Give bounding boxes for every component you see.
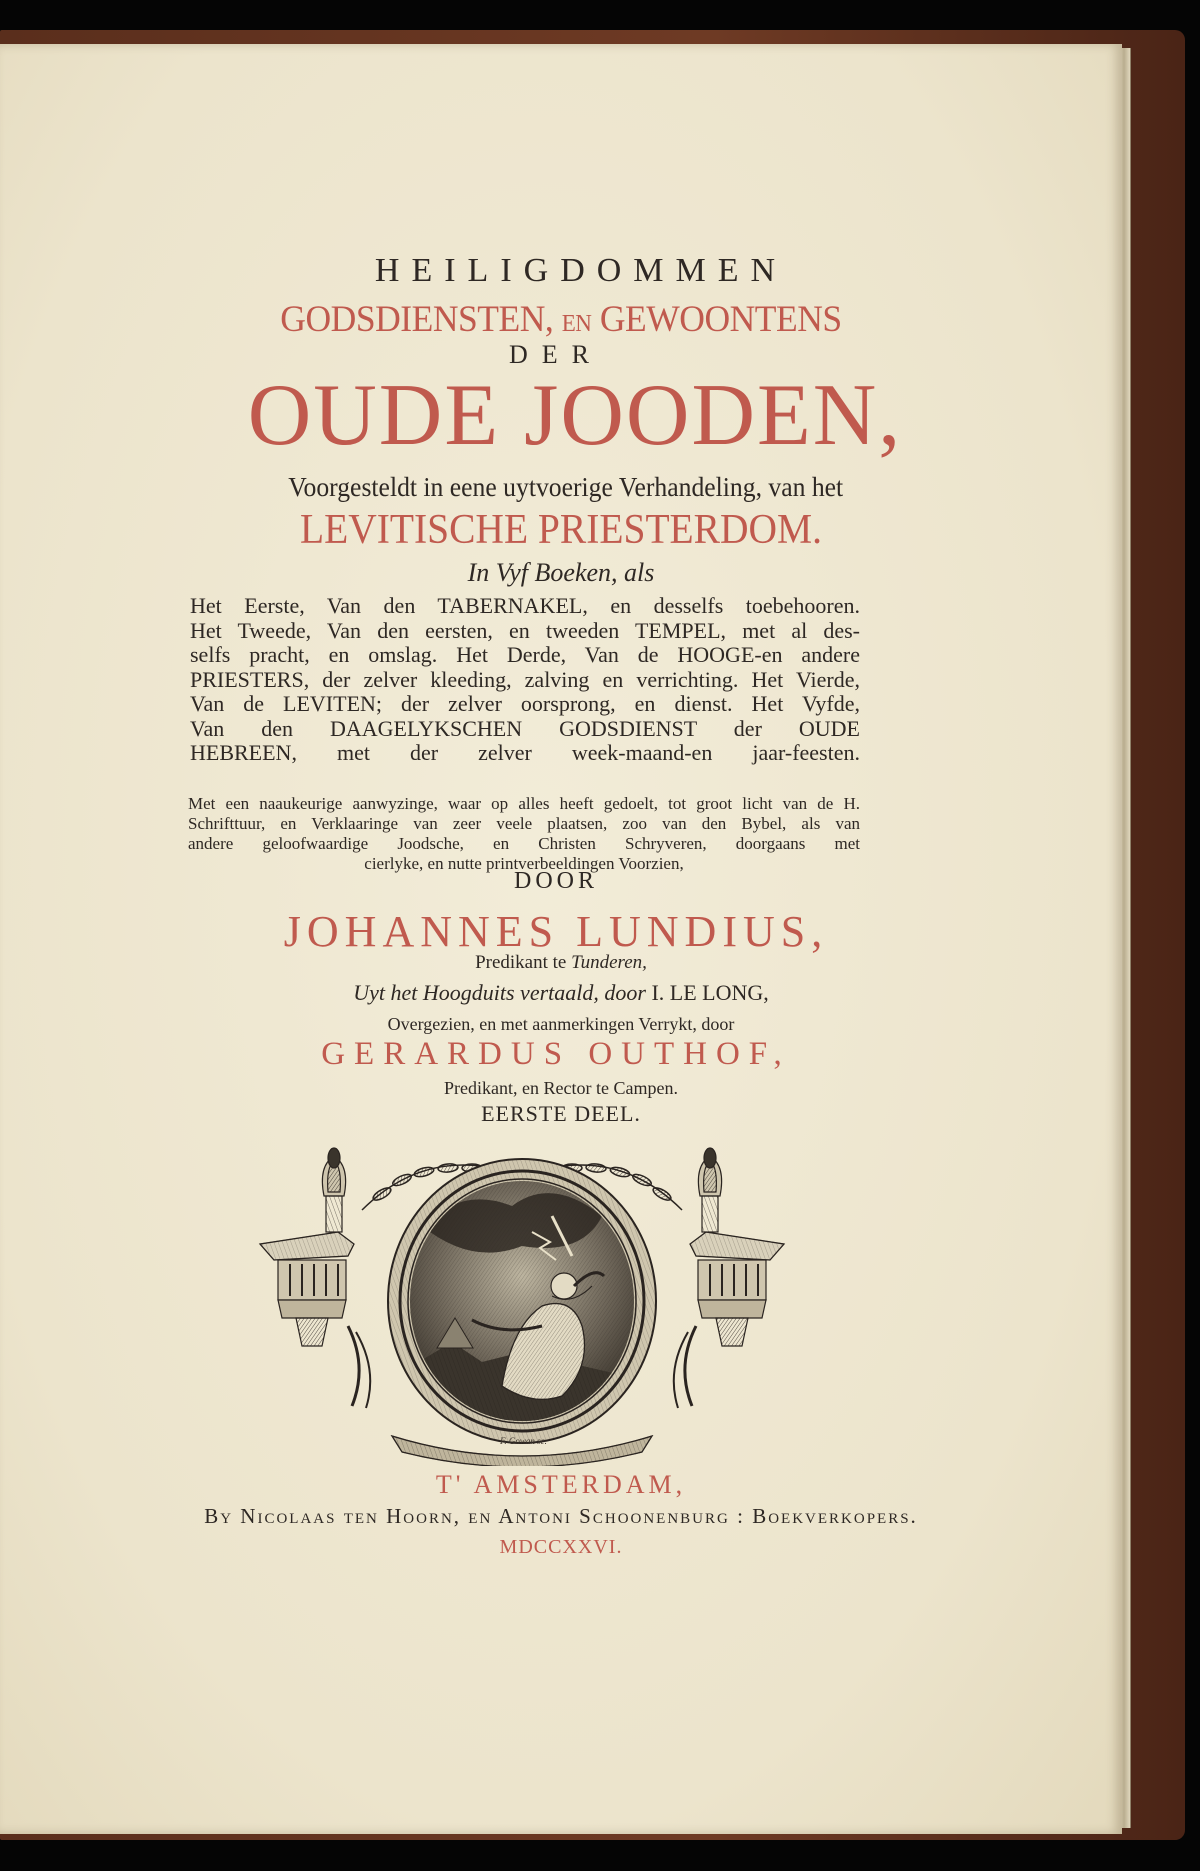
title-line-1: HEILIGDOMMEN bbox=[374, 252, 788, 289]
place-of-publication: T' AMSTERDAM, bbox=[435, 1470, 687, 1499]
author-role-place: Tunderen, bbox=[571, 952, 647, 973]
books-line: Het Tweede, Van den eersten, en tweeden TEMPEL, met al des- bbox=[190, 617, 860, 643]
left-pedestal bbox=[260, 1148, 370, 1408]
publishers-line: By Nicolaas ten Hoorn, en Antoni Schoonenburg : Boekverkopers. bbox=[204, 1504, 918, 1528]
author-role-text: Predikant te bbox=[475, 952, 572, 973]
books-line: PRIESTERS, der zelver kleeding, zalving en verrichting. Het Vierde, bbox=[190, 666, 860, 692]
engraved-vignette bbox=[252, 1136, 792, 1466]
subtitle-line: Voorgesteldt in eene uytvoerige Verhandeling, van het bbox=[288, 472, 844, 502]
books-intro: In Vyf Boeken, als bbox=[467, 558, 655, 587]
description-line: Schrifttuur, en Verklaaringe van zeer veele plaatsen, zoo van den Bybel, als van bbox=[188, 814, 860, 833]
by-label: DOOR bbox=[513, 868, 598, 894]
main-title: OUDE JOODEN, bbox=[247, 367, 903, 464]
books-line: HEBREEN, met der zelver week-maand-en jaar-feesten. bbox=[190, 740, 860, 765]
books-line: selfs pracht, en omslag. Het Derde, Van de HOOGE-en andere bbox=[190, 642, 860, 667]
description-paragraph bbox=[188, 794, 860, 874]
right-pedestal bbox=[674, 1148, 784, 1408]
translator-line bbox=[0, 980, 1122, 1006]
books-line: Van de LEVITEN; der zelver oorsprong, en dienst. Het Vyfde, bbox=[190, 691, 860, 716]
editor-name: GERARDUS OUTHOF, bbox=[321, 1036, 791, 1072]
description-line: cierlyke, en nutte printverbeeldingen Voorzien, bbox=[364, 854, 684, 873]
editor-role: Predikant, en Rector te Campen. bbox=[444, 1078, 678, 1098]
description-line: Met een naaukeurige aanwyzinge, waar op alles heeft gedoelt, tot groot licht van de H. bbox=[188, 794, 860, 813]
translator-text: Uyt het Hoogduits vertaald, door bbox=[353, 980, 652, 1005]
title-line-2-part-a: GODSDIENSTEN, bbox=[280, 299, 554, 340]
author-role bbox=[0, 952, 1122, 974]
books-paragraph bbox=[190, 594, 860, 766]
books-line: Het Eerste, Van den TABERNAKEL, en desselfs toebehooren. bbox=[190, 593, 860, 618]
subtitle-emphasis: LEVITISCHE PRIESTERDOM. bbox=[299, 507, 823, 553]
books-line: Van den DAAGELYKSCHEN GODSDIENST der OUDE bbox=[190, 715, 860, 741]
publication-year: MDCCXXVI. bbox=[499, 1536, 623, 1558]
translator-name: I. LE LONG, bbox=[651, 980, 769, 1005]
revised-line: Overgezien, en met aanmerkingen Verrykt, door bbox=[387, 1014, 735, 1034]
title-line-3: DER bbox=[509, 340, 603, 369]
title-page bbox=[0, 44, 1122, 1834]
volume-label: EERSTE DEEL. bbox=[481, 1101, 641, 1126]
title-line-2-part-c: GEWOONTENS bbox=[599, 299, 842, 340]
title-line-2-part-b: EN bbox=[561, 311, 592, 337]
description-line: andere geloofwaardige Joodsche, en Christen Schryveren, doorgaans met bbox=[188, 834, 860, 853]
title-line-2 bbox=[22, 298, 1099, 341]
author-name: JOHANNES LUNDIUS, bbox=[283, 907, 829, 956]
engraver-signature: F. Gowan sc. bbox=[500, 1436, 547, 1446]
